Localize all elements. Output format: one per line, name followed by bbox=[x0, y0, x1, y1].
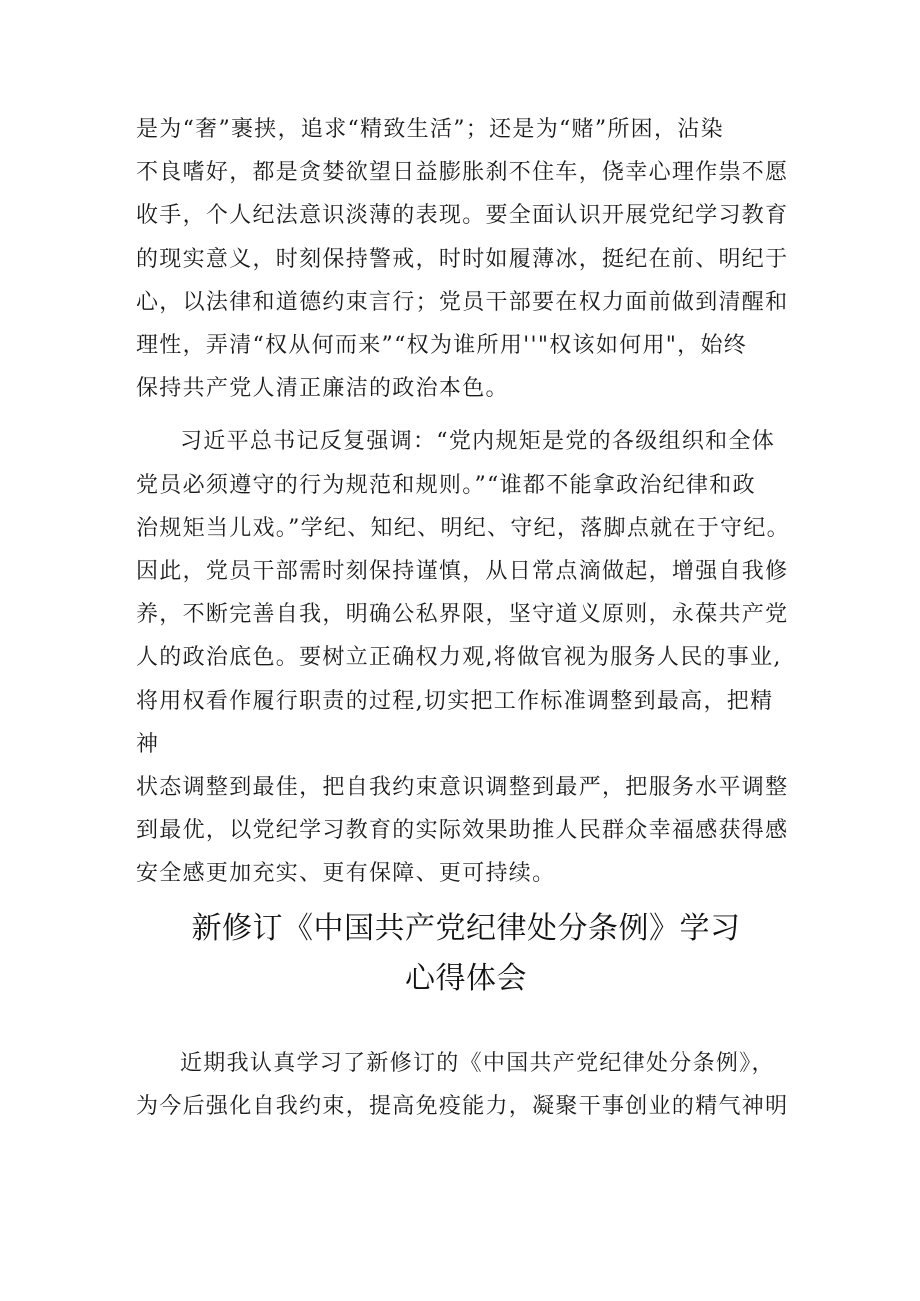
body-paragraph-1: 是为“奢”裹挟，追求“精致生活”；还是为“赌”所困，沾染 不良嗜好，都是贪婪欲望日益膨胀刹不住车，侥幸心理作祟不愿 收手，个人纪法意识淡薄的表现。要全面认识开展党纪学习教育 的现实意义，时刻保持警戒，时时如履薄冰，挺纪在前、明纪于 心，以法律和道德约束言行；党员干部要在权力面前做到清醒和 理性，弄清“权从何而来”“权为谁所用''"权该如何用"，始终 保持共产党人清正廉洁的政治本色。 bbox=[136, 117, 789, 402]
section-heading-line-1: 新修订《中国共产党纪律处分条例》学习 bbox=[191, 910, 741, 946]
section-heading bbox=[136, 904, 796, 1004]
document-body bbox=[136, 108, 796, 1128]
section-heading-line-2: 心得体会 bbox=[405, 960, 527, 996]
body-paragraph-2: 习近平总书记反复强调：“党内规矩是党的各级组织和全体 党员必须遵守的行为规范和规则。”“谁都不能拿政治纪律和政 治规矩当儿戏。”学纪、知纪、明纪、守纪，落脚点就在于守纪。 因此，党员干部需时刻保持谨慎，从日常点滴做起，增强自我修 养，不断完善自我，明确公私界限，坚守道义原则，永葆共产党 人的政治底色。要树立正确权力观,将做官视为服务人民的事业, 将用权看作履行职责的过程,切实把工作标准调整到最高，把精神 状态调整到最佳，把自我约束意识调整到最严，把服务水平调整 到最优，以党纪学习教育的实际效果助推人民群众幸福感获得感 安全感更加充实、更有保障、更可持续。 bbox=[136, 429, 790, 887]
body-paragraph-3: 近期我认真学习了新修订的《中国共产党纪律处分条例》， 为今后强化自我约束，提高免疫能力，凝聚干事创业的精气神明 bbox=[136, 1050, 789, 1119]
